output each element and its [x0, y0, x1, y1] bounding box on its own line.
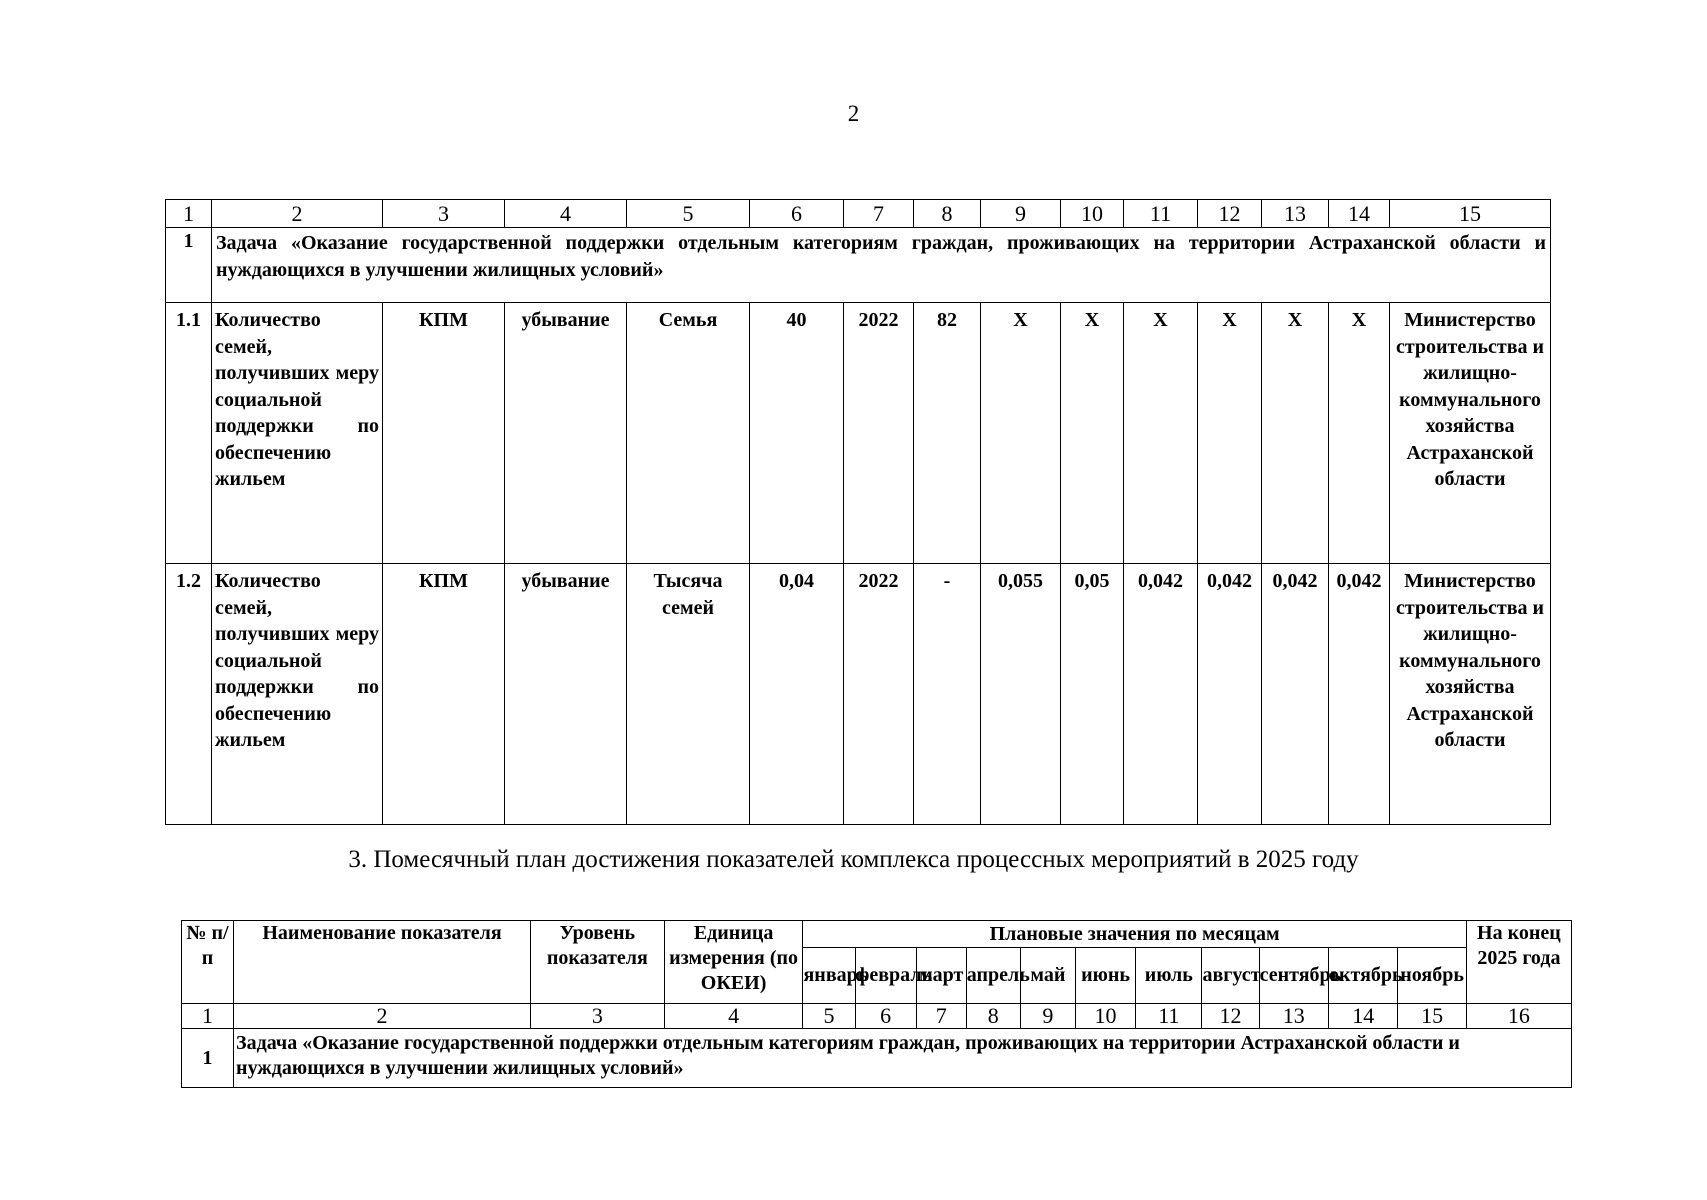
column-number: 5 [803, 1004, 855, 1029]
task-number: 1 [182, 1029, 234, 1088]
col-header-unit: Единица измерения (по ОКЕИ) [664, 921, 803, 1004]
column-number: 4 [664, 1004, 803, 1029]
base-year: 2022 [844, 303, 914, 564]
column-number: 10 [1061, 200, 1124, 228]
indicators-table [165, 199, 1551, 825]
column-number: 8 [914, 200, 981, 228]
column-number: 8 [966, 1004, 1020, 1029]
column-number: 4 [505, 200, 627, 228]
responsible-body: Министерство строительства и жилищно-коммунального хозяйства Астраханской области [1390, 303, 1551, 564]
month-header: март [916, 948, 966, 1004]
month-header: июль [1136, 948, 1202, 1004]
month-header: сентябрь [1259, 948, 1328, 1004]
task-row [182, 1029, 1572, 1088]
column-number: 7 [916, 1004, 966, 1029]
value-col-13: X [1262, 303, 1329, 564]
section-title: 3. Помесячный план достижения показателей комплекса процессных мероприятий в 2025 году [348, 846, 1359, 873]
value-col-10: X [1061, 303, 1124, 564]
indicator-level: КПМ [383, 303, 505, 564]
indicator-unit: Семья [627, 303, 750, 564]
responsible-body: Министерство строительства и жилищно-коммунального хозяйства Астраханской области [1390, 564, 1551, 825]
column-number: 3 [383, 200, 505, 228]
row-number: 1.1 [166, 303, 212, 564]
month-header: июнь [1075, 948, 1135, 1004]
indicator-trend: убывание [505, 564, 627, 825]
indicator-name: Количество семей, получивших меру социальной поддержки по обеспечению жильем [212, 564, 383, 825]
column-number: 2 [212, 200, 383, 228]
column-number: 13 [1259, 1004, 1328, 1029]
task-title: Задача «Оказание государственной поддержки отдельным категориям граждан, проживающих на территории Астраханской области и нуждающихся в улучшении жилищных условий» [212, 228, 1551, 303]
month-header: январь [803, 948, 855, 1004]
col-header-year-end: На конец 2025 года [1466, 921, 1571, 1004]
base-value: 40 [750, 303, 844, 564]
column-number: 14 [1329, 1004, 1398, 1029]
value-col-14: X [1329, 303, 1390, 564]
column-number: 13 [1262, 200, 1329, 228]
col-header-name: Наименование показателя [234, 921, 531, 1004]
value-col-9: 0,055 [981, 564, 1061, 825]
column-number: 5 [627, 200, 750, 228]
column-number: 10 [1075, 1004, 1135, 1029]
month-header: февраль [855, 948, 916, 1004]
col-header-number: № п/п [182, 921, 234, 1004]
indicator-trend: убывание [505, 303, 627, 564]
task-number: 1 [166, 228, 212, 303]
column-number-row [166, 200, 1551, 228]
row-number: 1.2 [166, 564, 212, 825]
monthly-plan-table [181, 920, 1572, 1088]
base-year: 2022 [844, 564, 914, 825]
table-row [166, 564, 1551, 825]
column-number: 12 [1198, 200, 1262, 228]
column-number: 1 [166, 200, 212, 228]
column-number: 9 [1020, 1004, 1075, 1029]
value-col-8: - [914, 564, 981, 825]
column-number: 2 [234, 1004, 531, 1029]
month-header: май [1020, 948, 1075, 1004]
value-col-9: X [981, 303, 1061, 564]
value-col-10: 0,05 [1061, 564, 1124, 825]
column-number: 6 [750, 200, 844, 228]
value-col-14: 0,042 [1329, 564, 1390, 825]
column-number: 3 [531, 1004, 665, 1029]
value-col-8: 82 [914, 303, 981, 564]
indicator-name: Количество семей, получивших меру социальной поддержки по обеспечению жильем [212, 303, 383, 564]
column-number: 12 [1202, 1004, 1259, 1029]
value-col-11: 0,042 [1124, 564, 1198, 825]
column-number: 15 [1398, 1004, 1466, 1029]
page-number: 2 [847, 101, 860, 126]
month-header: август [1202, 948, 1259, 1004]
value-col-13: 0,042 [1262, 564, 1329, 825]
indicator-level: КПМ [383, 564, 505, 825]
table-row [166, 303, 1551, 564]
value-col-11: X [1124, 303, 1198, 564]
task-row [166, 228, 1551, 303]
col-header-level: Уровень показателя [531, 921, 665, 1004]
column-number: 14 [1329, 200, 1390, 228]
base-value: 0,04 [750, 564, 844, 825]
column-number: 6 [855, 1004, 916, 1029]
header-row [182, 921, 1572, 948]
column-number: 16 [1466, 1004, 1571, 1029]
month-header: октябрь [1329, 948, 1398, 1004]
column-number: 11 [1136, 1004, 1202, 1029]
value-col-12: 0,042 [1198, 564, 1262, 825]
month-header: апрель [966, 948, 1020, 1004]
column-number: 7 [844, 200, 914, 228]
column-number: 15 [1390, 200, 1551, 228]
indicator-unit: Тысяча семей [627, 564, 750, 825]
task-title: Задача «Оказание государственной поддержки отдельным категориям граждан, проживающих на территории Астраханской области и нуждающихся в улучшении жилищных условий» [234, 1029, 1572, 1088]
column-number: 11 [1124, 200, 1198, 228]
column-number: 1 [182, 1004, 234, 1029]
column-number-row [182, 1004, 1572, 1029]
col-header-monthly: Плановые значения по месяцам [803, 921, 1466, 948]
column-number: 9 [981, 200, 1061, 228]
month-header: ноябрь [1398, 948, 1466, 1004]
value-col-12: X [1198, 303, 1262, 564]
